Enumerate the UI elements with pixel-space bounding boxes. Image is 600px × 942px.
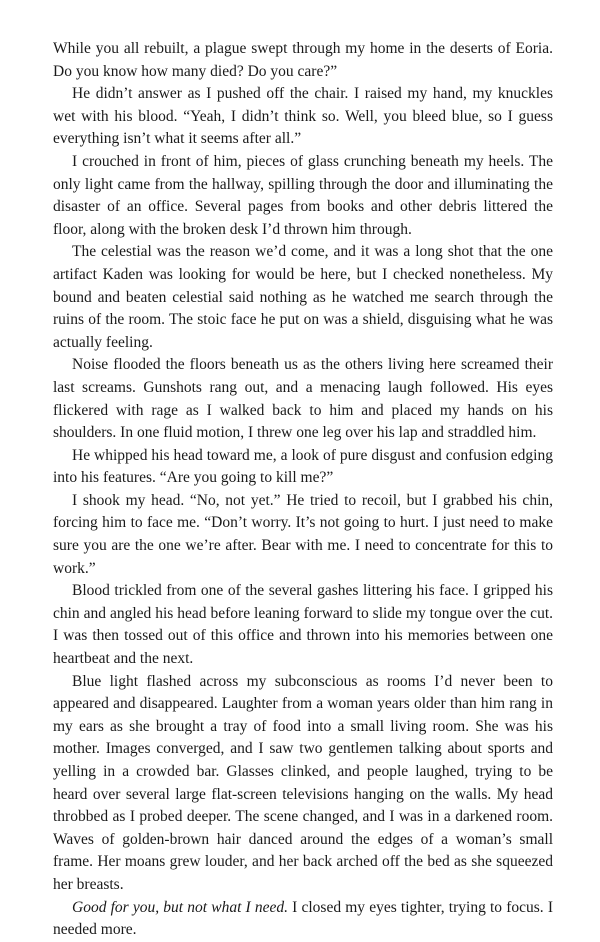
paragraph-2: He didn’t answer as I pushed off the chair. I raised my hand, my knuckles wet with his blood. “Yeah, I didn’t think so. Well, you bleed blue, so I guess everything isn’t what it seems after all.” bbox=[53, 85, 553, 148]
paragraph-5: Noise flooded the floors beneath us as the others living here screamed their last screams. Gunshots rang out, and a menacing laugh followed. His eyes flickered with rage as I walked back to him and placed my hands on his shoulders. In one fluid motion, I threw one leg over his lap and straddled him. bbox=[53, 356, 553, 442]
paragraph-8: Blood trickled from one of the several gashes littering his face. I gripped his chin and angled his head before leaning forward to slide my tongue over the cut. I was then tossed out of this office and thrown into his memories between one heartbeat and the next. bbox=[53, 582, 553, 668]
paragraph-4: The celestial was the reason we’d come, and it was a long shot that the one artifact Kaden was looking for would be here, but I checked nonetheless. My bound and beaten celestial said nothing as he watched me search through the ruins of the room. The stoic face he put on was a shield, disguising what he was actually feeling. bbox=[53, 243, 553, 351]
paragraph-3: I crouched in front of him, pieces of glass crunching beneath my heels. The only light came from the hallway, spilling through the door and illuminating the disaster of an office. Several pages from books and other debris littered the floor, along with the broken desk I’d thrown him through. bbox=[53, 152, 553, 238]
paragraph-6: He whipped his head toward me, a look of pure disgust and confusion edging into his features. “Are you going to kill me?” bbox=[53, 446, 553, 487]
paragraph-9: Blue light flashed across my subconscious as rooms I’d never been to appeared and disappeared. Laughter from a woman years older than him rang in my ears as she brought a tray of food into a small living room. She was his mother. Images converged, and I saw two gentlemen talking about sports and yelling in a crowded bar. Glasses clinked, and people laughed, trying to be heard over several large flat-screen televisions hanging on the walls. My head throbbed as I probed deeper. The scene changed, and I was in a darkened room. Waves of golden-brown hair danced around the edges of a woman’s small frame. Her moans grew louder, and her back arched off the bed as she squeezed her breasts. bbox=[53, 672, 553, 893]
paragraph-7: I shook my head. “No, not yet.” He tried to recoil, but I grabbed his chin, forcing him to face me. “Don’t worry. It’s not going to hurt. I just need to make sure you are the one we’re after. Bear with me. I need to concentrate for this to work.” bbox=[53, 491, 553, 577]
paragraph-1: While you all rebuilt, a plague swept through my home in the deserts of Eoria. Do you know how many died? Do you care?” bbox=[53, 40, 553, 80]
book-page bbox=[53, 38, 553, 942]
paragraph-10-text: I closed my eyes tighter, trying to focus. I needed more. bbox=[53, 898, 553, 939]
italic-thought: Good for you, but not what I need. bbox=[72, 898, 288, 916]
paragraph-10 bbox=[53, 897, 553, 942]
